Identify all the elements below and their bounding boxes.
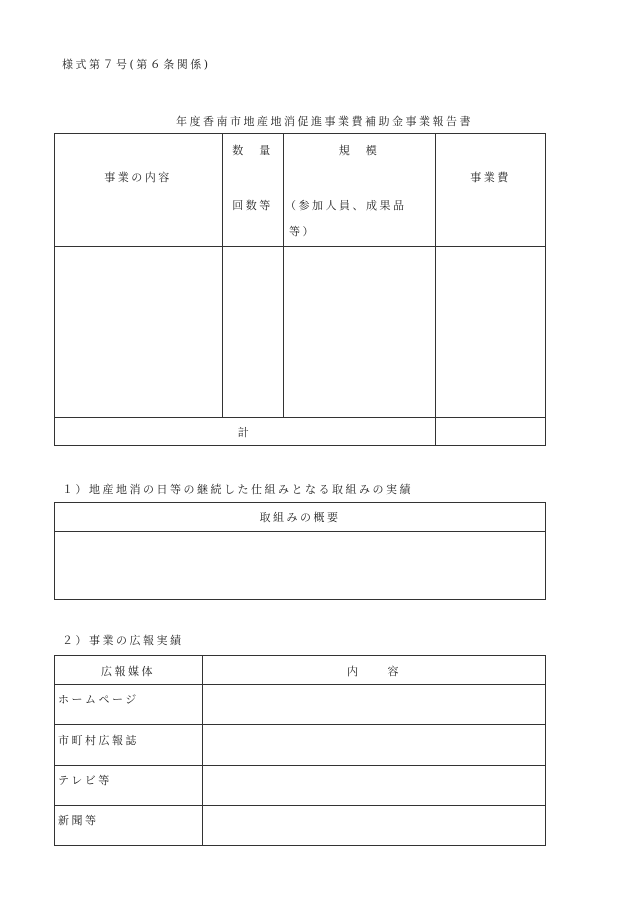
main-table-total-divider (54, 417, 546, 418)
main-table-col-divider-1 (222, 133, 223, 417)
page-title: 年度香南市地産地消促進事業費補助金事業報告書 (176, 115, 473, 128)
col-header-qty-2: 回数等 (232, 199, 273, 212)
section2-col-divider (202, 655, 203, 846)
col-header-content: 事業の内容 (104, 171, 172, 184)
col-header-scale-1: 規 模 (338, 144, 380, 157)
media-row-tv: テレビ等 (58, 774, 112, 787)
section1-table-header-divider (54, 531, 546, 532)
media-row-homepage: ホームページ (58, 693, 139, 706)
main-table-col-divider-2 (283, 133, 284, 417)
section2-table-header-divider (54, 684, 546, 685)
col-header-media-content: 内 容 (347, 665, 401, 678)
section2-row-divider-1 (54, 724, 546, 725)
media-row-municipal-bulletin: 市町村広報誌 (58, 734, 139, 747)
section2-heading: ２）事業の広報実績 (62, 634, 184, 647)
main-table-header-divider (54, 246, 546, 247)
form-id: 様式第７号(第６条関係) (62, 58, 211, 71)
media-row-newspaper: 新聞等 (58, 814, 99, 827)
col-header-scale-3: 等） (289, 225, 316, 238)
col-header-scale-2: （参加人員、成果品 (285, 199, 407, 212)
col-header-media: 広報媒体 (101, 665, 155, 678)
section1-table-header: 取組みの概要 (259, 511, 341, 524)
section2-row-divider-3 (54, 805, 546, 806)
col-header-qty-1: 数 量 (232, 144, 273, 157)
total-label: 計 (237, 426, 252, 439)
section1-heading: １）地産地消の日等の継続した仕組みとなる取組みの実績 (62, 483, 413, 496)
section2-row-divider-2 (54, 765, 546, 766)
col-header-cost: 事業費 (470, 171, 511, 184)
